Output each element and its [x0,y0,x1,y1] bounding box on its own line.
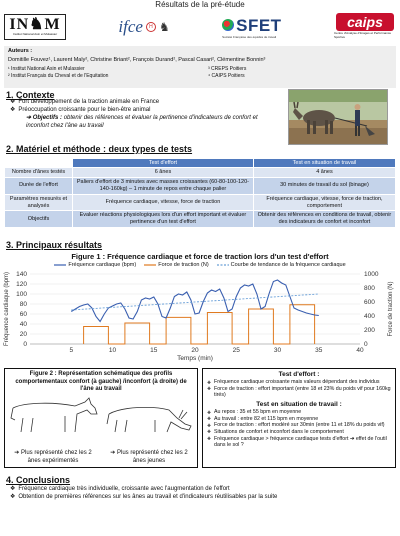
results-travail-title: Test en situation de travail : [256,400,342,408]
list-item: ❖ Fréquence cardiaque > fréquence cardiaque tests d'effort ➔ effet de l'outil dans le sol ? [207,436,391,449]
section-heading-methode: 2. Matériel et méthode : deux types de tests [6,144,193,154]
section-heading-resultats: 3. Principaux résultats [6,240,103,250]
figure2-caption-left: ➔ Plus représenté chez les 2 ânes expérimentés [14,450,92,464]
contexte-bullet: Préoccupation croissante pour le bien-être animal [18,106,151,113]
affiliation: ¹ Institut National Asin et Mulassier [8,65,85,72]
section-heading-contexte: 1. Contexte [6,90,55,100]
legend-label: Fréquence cardiaque (bpm) [68,262,137,268]
x-tick-label: 30 [273,347,282,354]
legend-label: Courbe de tendance de la fréquence cardiaque [230,262,346,268]
table-corner [5,159,73,168]
y-tick-label: 0 [23,341,27,348]
inam-logo-text: IN♞M [9,16,61,34]
table-cell: 30 minutes de travail du sol (binage) [253,177,395,194]
caips-logo-subtitle: Centre d'Analyse d'Images et Performance Sportive [333,31,391,39]
ifce-logo [118,16,169,37]
y2-tick-label: 800 [364,285,375,292]
table-row-header: Nombre d'ânes testés [5,168,73,178]
logo-bar [4,12,396,42]
contexte-bullet: Fort développement de la traction animale en France [18,99,160,105]
x-tick-label: 15 [150,347,158,354]
caips-logo [334,13,396,41]
ifce-logo-text: ifce [118,17,143,37]
affiliation: ³ CREPS Poitiers [208,65,247,72]
x-tick-label: 10 [108,347,117,354]
y2-tick-label: 1000 [364,271,379,278]
table-row [5,168,396,178]
x-tick-label: 40 [356,347,364,354]
horse-icon: ♞ [158,19,170,34]
list-item: ❖ Situations de confort et inconfort dans le comportement [207,429,391,436]
objectives-text: obtenir des références et évaluer la pertinence d'indicateurs de confort et inconfort chez l'âne au travail [26,115,258,129]
sfet-logo-subtitle: Société Française des équidés de travail [222,34,277,39]
list-item: ❖ Force de traction : effort modéré sur 30min (entre 11 et 18% du poids vif) [207,422,391,429]
figure1-chart [0,268,400,364]
sfet-logo [222,15,281,40]
x-axis-label: Temps (min) [177,355,213,362]
table-cell: Paliers d'effort de 3 minutes avec masses croissantes (60-80-100-120-140-160kg) – 1 minute de repos entre chaque palier [73,177,254,194]
bullet-icon: ❖ [10,486,16,492]
authors-block [4,46,396,88]
bullet-icon: ❖ [10,99,16,105]
table-row [5,194,396,211]
y-tick-label: 40 [19,321,27,328]
figure2-captions [5,450,197,465]
table-header: Test en situation de travail [253,159,395,168]
results-travail-list [207,409,391,449]
page-title: Résultats de la pré-étude [155,0,245,9]
y2-tick-label: 400 [364,313,375,320]
y2-tick-label: 200 [364,327,375,334]
affiliation: ⁴ CAIPS Poitiers [208,73,245,79]
sfet-emblem-icon [222,19,234,31]
inam-logo-subtitle: Institut National Asin et Mulassier [12,32,58,37]
y2-tick-label: 600 [364,299,375,306]
table-cell: 6 ânes [73,168,254,178]
table-row-header: Paramètres mesurés et analysés [5,194,73,211]
x-tick-label: 5 [69,347,74,354]
table-cell: Evaluer réactions physiologiques lors d'un effort important et évaluer pertinence d'un test d'effort [73,211,254,228]
y-tick-label: 20 [19,331,27,338]
conclusion-bullet: Fréquence cardiaque très individuelle, croissante avec l'augmentation de l'effort [18,486,230,492]
caips-logo-text: caips [336,13,394,31]
x-tick-label: 20 [191,347,199,354]
legend-label: Force de traction (N) [158,262,209,268]
y2-tick-label: 0 [364,341,368,348]
y-tick-label: 100 [16,291,27,298]
table-row [5,177,396,194]
conclusion-bullet: Obtention de premières références sur les ânes au travail et d'indicateurs réutilisables par la suite [18,493,278,500]
series-line-force [84,305,315,344]
authors-label: Auteurs : [8,48,33,54]
list-item: ❖ Au repos : 35 et 55 bpm en moyenne [207,409,391,416]
list-item: ❖ Force de traction : effort important (entre 18 et 23% du poids vif pour 160kg tirés) [207,386,391,399]
table-cell: Fréquence cardiaque, vitesse, force de traction, comportement [253,194,395,211]
results-effort-title: Test d'effort : [278,371,320,378]
results-box [202,368,396,468]
figure2-box [4,368,198,468]
table-cell: 4 ânes [253,168,395,178]
conclusions-body [10,486,395,501]
objectives-label: ➔ Objectifs : [26,115,63,121]
table-row [5,211,396,228]
donkey-plowing-photo [288,89,388,145]
x-tick-label: 35 [315,347,323,354]
haras-emblem-icon: H [146,22,156,32]
bullet-icon: ❖ [10,106,16,113]
y-tick-label: 60 [19,311,27,318]
affiliation: ² Institut Français du Cheval et de l'Equitation [8,73,109,79]
objectives [10,115,280,130]
figure2-caption-right: ➔ Plus représenté chez les 2 ânes jeunes [110,450,188,464]
table-header: Test d'effort [73,159,254,168]
y2-axis-label: Force de traction (N) [388,281,394,337]
inam-logo [4,14,66,40]
sfet-logo-text: SFET [236,15,282,35]
series-line-heart-rate [71,280,318,322]
table-cell: Obtenir des références en conditions de travail, obtenir des indicateurs de confort et inconfort [253,211,395,228]
y-tick-label: 140 [16,271,27,278]
figure2-title: Figure 2 : Représentation schématique des profils comportementaux confort (à gauche) /inconfort (à droite) de l'âne au travail [15,371,187,392]
list-item: ❖ Au travail : entre 82 et 115 bpm en moyenne [207,416,391,423]
table-row-header: Objectifs [5,211,73,228]
list-item: ❖ Fréquence cardiaque croissante mais valeurs dépendant des individus [207,379,391,386]
table-row-header: Durée de l'effort [5,177,73,194]
y-tick-label: 120 [16,281,27,288]
authors-names: Domitille Fouvez¹, Laurent Maly², Christine Briant², François Durand², Pascal Casari², Clémentine Bonnin³ [8,56,266,63]
contexte-body [10,99,280,130]
table-cell: Fréquence cardiaque, vitesse, force de traction [73,194,254,211]
results-effort-list [207,379,391,399]
bullet-icon: ❖ [10,493,16,500]
x-tick-label: 25 [232,347,240,354]
chart-title: Figure 1 : Fréquence cardiaque et force de traction lors d'un test d'effort [71,252,329,261]
methods-table [4,158,396,228]
donkey-profiles-illustration [5,396,197,434]
affiliations [8,66,392,80]
section-heading-conclusions: 4. Conclusions [6,475,71,485]
y-tick-label: 80 [19,301,27,308]
y-axis-label: Fréquence cardiaque (bpm) [4,271,10,347]
